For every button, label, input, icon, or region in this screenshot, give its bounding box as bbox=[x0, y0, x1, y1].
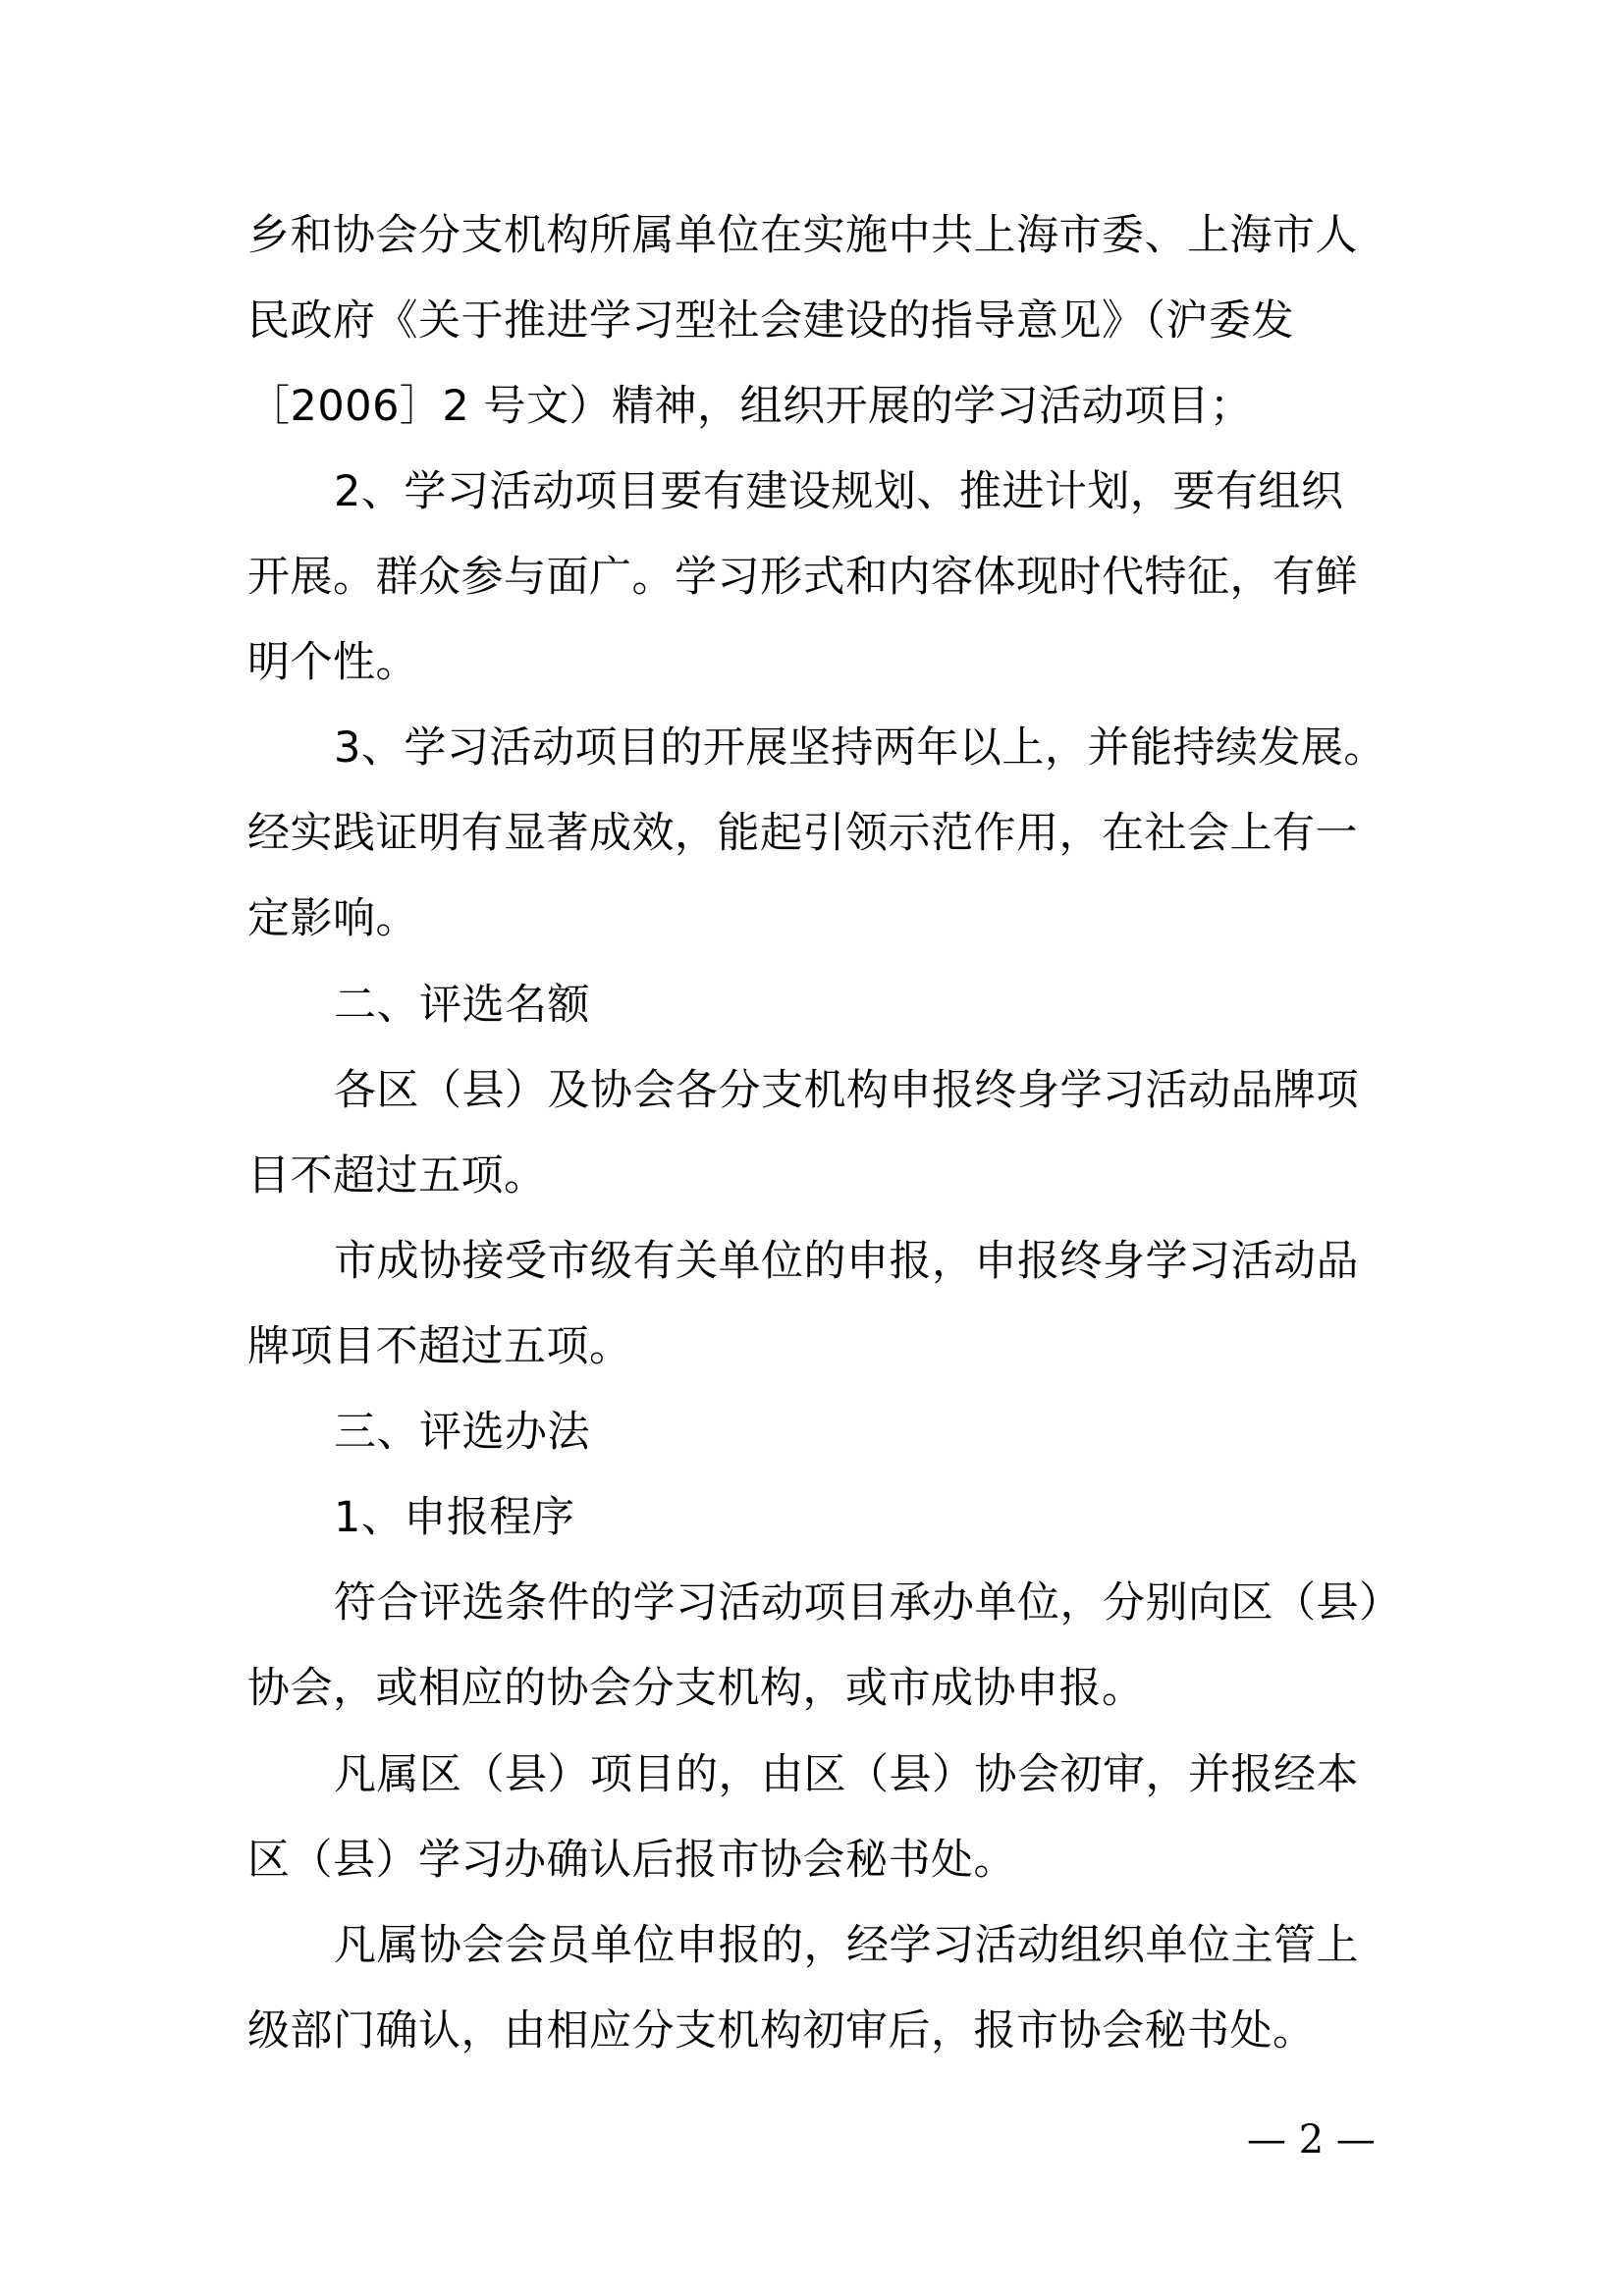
paragraph-start: 2、学习活动项目要有建设规划、推进计划，要有组织 bbox=[334, 467, 1344, 516]
text-line: ［2006］2 号文）精神，组织开展的学习活动项目； bbox=[247, 382, 1253, 431]
page-number: — 2 — bbox=[1247, 2117, 1376, 2163]
text-line: 经实践证明有显著成效，能起引领示范作用，在社会上有一 bbox=[247, 809, 1358, 858]
text-line: 乡和协会分支机构所属单位在实施中共上海市委、上海市人 bbox=[247, 211, 1358, 260]
text-line: 开展。群众参与面广。学习形式和内容体现时代特征，有鲜 bbox=[247, 553, 1358, 602]
text-line: 区（县）学习办确认后报市协会秘书处。 bbox=[247, 1836, 1016, 1885]
text-line: 目不超过五项。 bbox=[247, 1151, 547, 1201]
text-line: 民政府《关于推进学习型社会建设的指导意见》（沪委发 bbox=[247, 296, 1294, 346]
paragraph-start: 凡属区（县）项目的，由区（县）协会初审，并报经本 bbox=[334, 1750, 1359, 1799]
paragraph-start: 3、学习活动项目的开展坚持两年以上，并能持续发展。 bbox=[334, 723, 1386, 773]
section-heading: 三、评选办法 bbox=[334, 1408, 590, 1457]
subsection-heading: 1、申报程序 bbox=[334, 1493, 575, 1542]
paragraph-start: 符合评选条件的学习活动项目承办单位，分别向区（县） bbox=[334, 1578, 1402, 1628]
text-line: 牌项目不超过五项。 bbox=[247, 1322, 632, 1371]
text-line: 明个性。 bbox=[247, 638, 418, 687]
text-line: 级部门确认，由相应分支机构初审后，报市协会秘书处。 bbox=[247, 2006, 1316, 2056]
paragraph-start: 凡属协会会员单位申报的，经学习活动组织单位主管上 bbox=[334, 1921, 1359, 1970]
section-heading: 二、评选名额 bbox=[334, 981, 590, 1030]
paragraph-start: 市成协接受市级有关单位的申报，申报终身学习活动品 bbox=[334, 1237, 1359, 1286]
text-line: 定影响。 bbox=[247, 894, 418, 943]
paragraph-start: 各区（县）及协会各分支机构申报终身学习活动品牌项 bbox=[334, 1066, 1359, 1115]
text-line: 协会，或相应的协会分支机构，或市成协申报。 bbox=[247, 1664, 1145, 1713]
